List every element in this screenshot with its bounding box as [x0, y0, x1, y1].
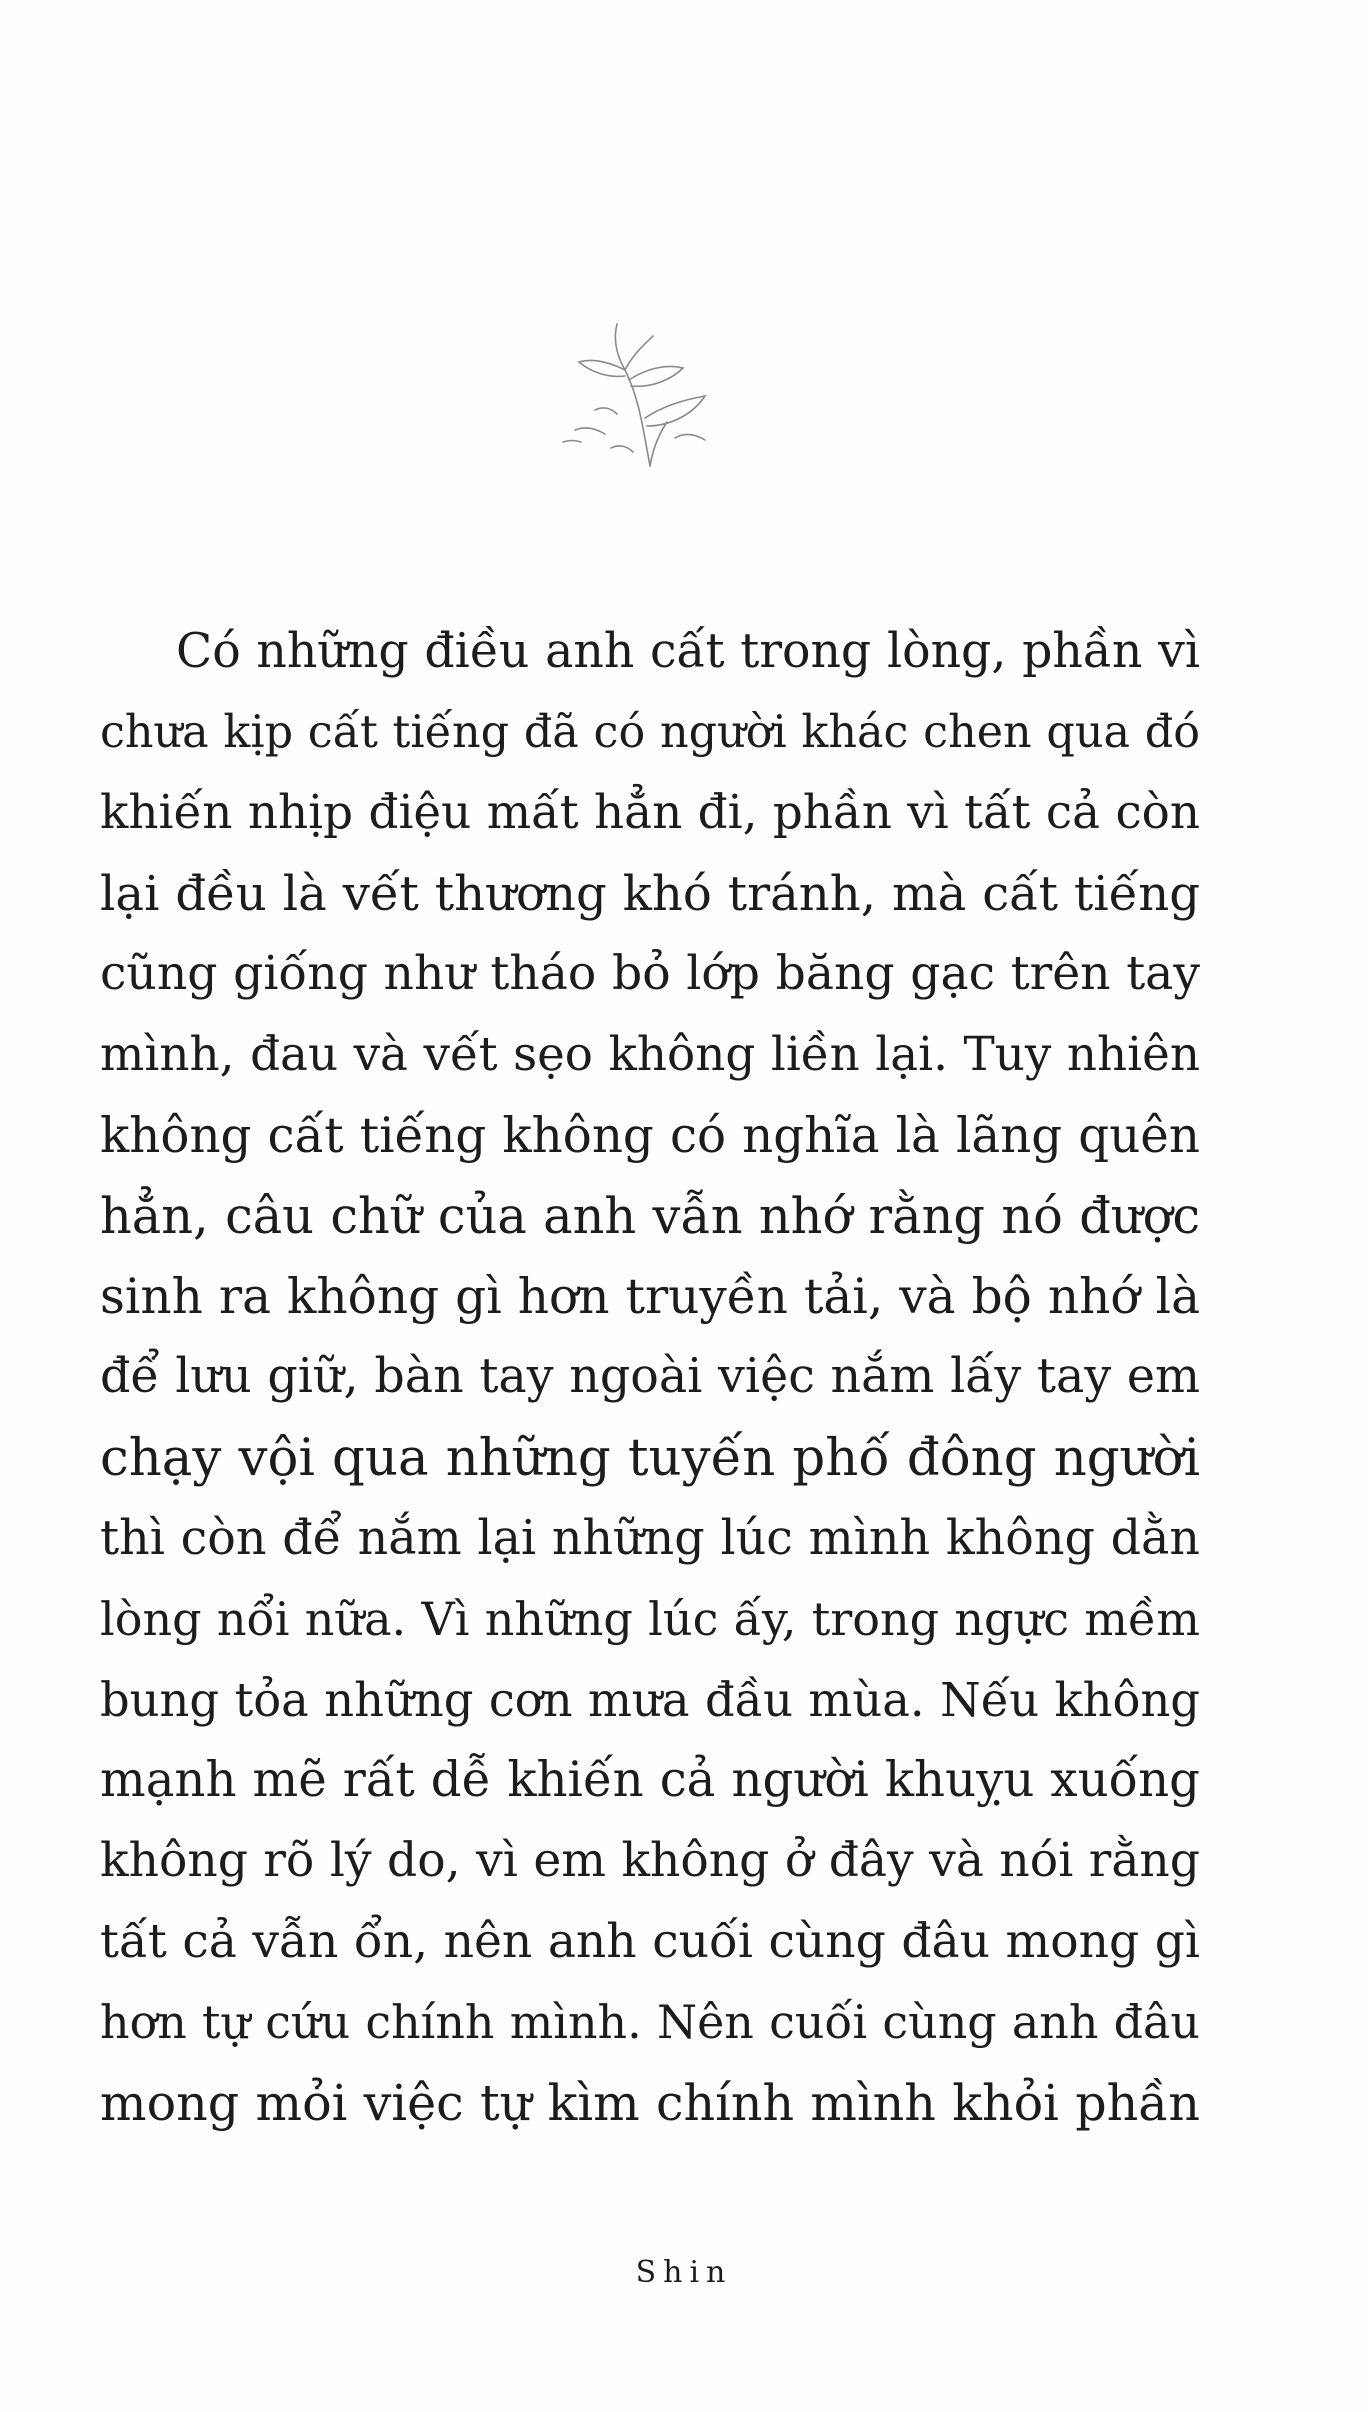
text-line: tất cả vẫn ổn, nên anh cuối cùng đâu mong gì — [100, 1913, 1200, 1969]
text-line: thì còn để nắm lại những lúc mình không dằn — [100, 1510, 1200, 1566]
text-line: mình, đau và vết sẹo không liền lại. Tuy nhiên — [100, 1027, 1200, 1082]
text-line: chạy vội qua những tuyến phố đông người — [100, 1427, 1200, 1488]
text-line: sinh ra không gì hơn truyền tải, và bộ nhớ là — [100, 1268, 1200, 1325]
text-line: khiến nhịp điệu mất hẳn đi, phần vì tất cả còn — [100, 786, 1200, 841]
text-line: lòng nổi nữa. Vì những lúc ấy, trong ngực mềm — [100, 1592, 1200, 1647]
text-line: chưa kịp cất tiếng đã có người khác chen qua đó — [100, 706, 1200, 758]
text-line: cũng giống như tháo bỏ lớp băng gạc trên tay — [100, 946, 1200, 1002]
text-line: hơn tự cứu chính mình. Nên cuối cùng anh đâu — [100, 1995, 1200, 2050]
page-footer-author: Shin — [635, 2255, 733, 2290]
text-line: hẳn, câu chữ của anh vẫn nhớ rằng nó được — [100, 1187, 1200, 1246]
text-line: không cất tiếng không có nghĩa là lãng quên — [100, 1107, 1200, 1164]
text-line: lại đều là vết thương khó tránh, mà cất tiếng — [100, 865, 1200, 922]
text-line: mạnh mẽ rất dễ khiến cả người khuỵu xuống — [100, 1752, 1200, 1809]
text-line: Có những điều anh cất trong lòng, phần vì — [176, 624, 1200, 679]
flower-sketch-icon — [555, 318, 720, 468]
text-line: không rõ lý do, vì em không ở đây và nói rằng — [100, 1832, 1200, 1888]
text-line: bung tỏa những cơn mưa đầu mùa. Nếu không — [100, 1672, 1200, 1727]
body-paragraph — [100, 612, 1200, 2143]
text-line: để lưu giữ, bàn tay ngoài việc nắm lấy tay em — [100, 1349, 1200, 1405]
text-line: mong mỏi việc tự kìm chính mình khỏi phần — [100, 2073, 1200, 2132]
